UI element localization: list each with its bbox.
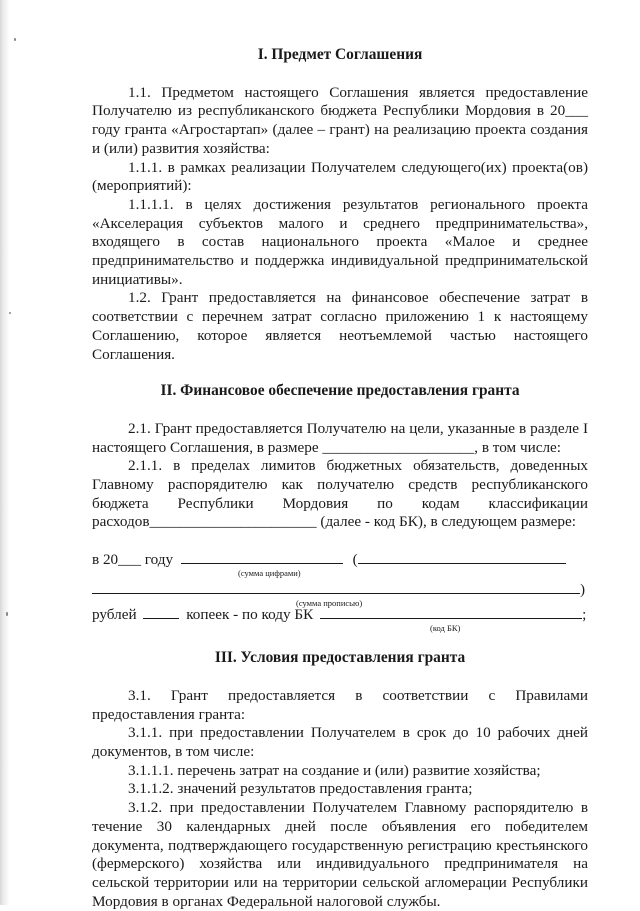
section-2-title: II. Финансовое обеспечение предоставления гранта (160, 382, 520, 400)
paragraph-3-1: 3.1. Грант предоставляется в соответствии с Правилами предоставления гранта: (92, 686, 588, 723)
scan-speck (9, 312, 11, 314)
paragraph-1-2: 1.2. Грант предоставляется на финансовое обеспечение затрат в соответствии с перечнем затрат согласно приложению 1 к настоящему Соглашению, которое является неотъемлемой частью настоящего Соглашения. (92, 289, 588, 363)
section-1-title: I. Предмет Соглашения (257, 46, 423, 63)
amount-digits-line (181, 550, 343, 564)
semicolon: ; (582, 606, 587, 624)
kbk-line (320, 605, 582, 619)
paragraph-3-1-1-2: 3.1.1.2. значений результатов предоставления гранта; (128, 780, 473, 798)
amount-words-row (92, 580, 588, 609)
paragraph-3-1-1: 3.1.1. при предоставлении Получателем в срок до 10 рабочих дней документов, в том числе: (92, 724, 588, 760)
rub-line (143, 605, 179, 619)
year-label: в 20___ году (92, 551, 174, 569)
paragraph-2-1-1: 2.1.1. в пределах лимитов бюджетных обязательств, доведенных Главному распорядителю как получателю средств республиканского бюджета Республики Мордовия по кодам классификации расходов______________________ (далее - код БК), в следующем размере: (92, 457, 588, 531)
kbk-row (92, 605, 588, 634)
paragraph-3-1-2: 3.1.2. при предоставлении Получателем Главному распорядителю в течение 30 календарных дней после объявления его победителем документа, подтверждающего государственную регистрацию крестьянского (фермерского) хозяйства или индивидуального предпринимателя на сельской территории или на территории сельской агломерации Республики Мордовия в органах Федеральной налоговой службы. (92, 799, 588, 910)
close-paren: ) (580, 581, 586, 599)
scan-edge (0, 0, 10, 905)
amount-words-line-2 (92, 580, 580, 594)
caption-kbk: (код БК) (430, 623, 461, 634)
paragraph-2-1: 2.1. Грант предоставляется Получателю на цели, указанные в разделе I настоящего Соглашения, в размере ____________________, в том числе: (92, 419, 588, 456)
section-3-title: III. Условия предоставления гранта (214, 649, 466, 667)
caption-sum-words: (сумма прописью) (296, 598, 363, 609)
caption-sum-digits: (сумма цифрами) (238, 568, 301, 579)
paragraph-3-1-1-1: 3.1.1.1. перечень затрат на создание и (или) развитие хозяйства; (128, 761, 541, 779)
paragraph-1-1: 1.1. Предметом настоящего Соглашения является предоставление Получателю из республиканского бюджета Республики Мордовия в 20___ году гранта «Агростартап» (далее – грант) на реализацию проекта создания и (или) развития хозяйства: (92, 83, 588, 157)
paragraph-1-1-1: 1.1.1. в рамках реализации Получателем следующего(их) проекта(ов) (мероприятий): (92, 158, 588, 195)
scan-speck (6, 612, 8, 616)
paragraph-1-1-1-1: 1.1.1.1. в целях достижения результатов регионального проекта «Акселерация субъектов малого и среднего предпринимательства», входящего в состав национального проекта «Малое и среднее предпринимательство и поддержка индивидуальной предпринимательской инициативы». (92, 195, 588, 288)
kop-label: копеек - по коду БК (186, 606, 314, 624)
amount-words-line (358, 550, 566, 564)
rub-label: рублей (92, 606, 137, 624)
scan-speck (14, 38, 16, 41)
document-page (92, 40, 588, 911)
open-paren: ( (352, 551, 358, 569)
amount-row (92, 550, 588, 579)
